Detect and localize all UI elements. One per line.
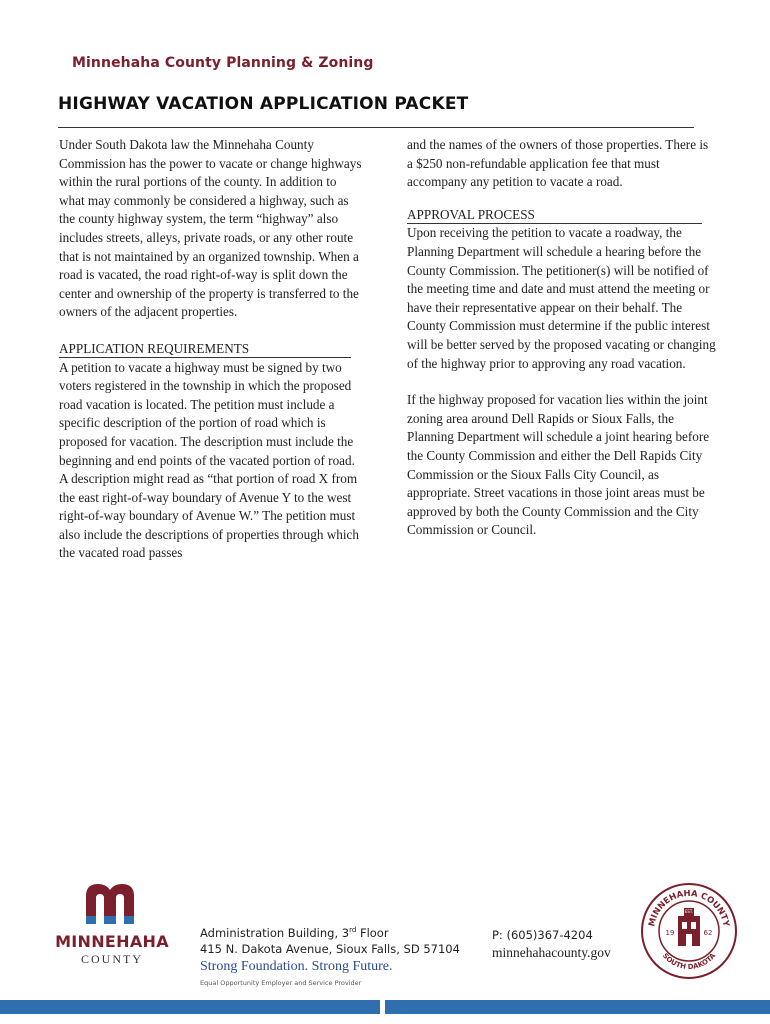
svg-text:SOUTH DAKOTA: SOUTH DAKOTA: [660, 951, 718, 972]
svg-text:62: 62: [703, 929, 713, 937]
left-column: [59, 136, 365, 563]
approval-paragraph-2: If the highway proposed for vacation lies within the joint zoning area around Dell Rapids or Sioux Falls, the Planning Department will schedule a joint hearing before the County Commission and either the Dell Rapids City Commission or the Sioux Falls City Council, as appropriate. Street vacations in those joint areas must be approved by both the County Commission and the City Commission or Council.: [407, 392, 710, 538]
page-title: HIGHWAY VACATION APPLICATION PACKET: [58, 94, 469, 114]
approval-heading: APPROVAL PROCESS: [407, 207, 702, 224]
svg-text:19: 19: [665, 929, 675, 937]
logo-wordmark: MINNEHAHA: [55, 932, 169, 951]
address-line-2: 415 N. Dakota Avenue, Sioux Falls, SD 57104: [200, 942, 460, 956]
right-column: [407, 136, 717, 540]
requirements-paragraph: A petition to vacate a highway must be signed by two voters registered in the township in which the proposed road vacation is located. The petition must include a specific description of the portion of road which is proposed for vacation. The description must include the beginning and end points of the vacated portion of road. A description might read as “that portion of road X from the east right-of-way boundary of Avenue Y to the west right-of-way boundary of Avenue W.” The petition must also include the descriptions of properties through which the vacated road passes: [59, 359, 359, 561]
requirements-continued: and the names of the owners of those properties. There is a $250 non-refundable application fee that must accompany any petition to vacate a road.: [407, 137, 709, 190]
svg-text:MINNEHAHA COUNTY: MINNEHAHA COUNTY: [647, 888, 731, 928]
website-link[interactable]: minnehahacounty.gov: [492, 945, 611, 960]
slogan: Strong Foundation. Strong Future.: [200, 959, 393, 974]
county-logo-mark-icon: [82, 880, 138, 926]
eeo-statement: Equal Opportunity Employer and Service Provider: [200, 979, 362, 987]
requirements-heading: APPLICATION REQUIREMENTS: [59, 341, 351, 358]
county-seal-icon: [640, 882, 738, 980]
phone-number: P: (605)367-4204: [492, 928, 593, 942]
intro-paragraph: Under South Dakota law the Minnehaha County Commission has the power to vacate or change highways within the rural portions of the county. In addition to what may commonly be considered a highway, such as the county highway system, the term “highway” also includes streets, alleys, private roads, or any other route that is not maintained by an organized township. When a road is vacated, the road right-of-way is split down the center and ownership of the property is transferred to the owners of the adjacent properties.: [59, 137, 362, 320]
organization-name: Minnehaha County Planning & Zoning: [72, 55, 374, 71]
footer-color-bar: [0, 1000, 770, 1014]
logo-county-label: COUNTY: [81, 952, 143, 966]
svg-text:EST.: EST.: [684, 909, 694, 914]
title-divider: [58, 127, 694, 128]
footer-bar-notch: [380, 1000, 385, 1014]
address-line-1: Administration Building, 3rd Floor: [200, 926, 389, 940]
approval-paragraph-1: Upon receiving the petition to vacate a roadway, the Planning Department will schedule a hearing before the County Commission. The petitioner(s) will be notified of the meeting time and date and must attend the meeting or have their representative appear on their behalf. The County Commission must determine if the public interest will be better served by the proposed vacating or changing of the highway prior to approving any road vacation.: [407, 225, 716, 371]
